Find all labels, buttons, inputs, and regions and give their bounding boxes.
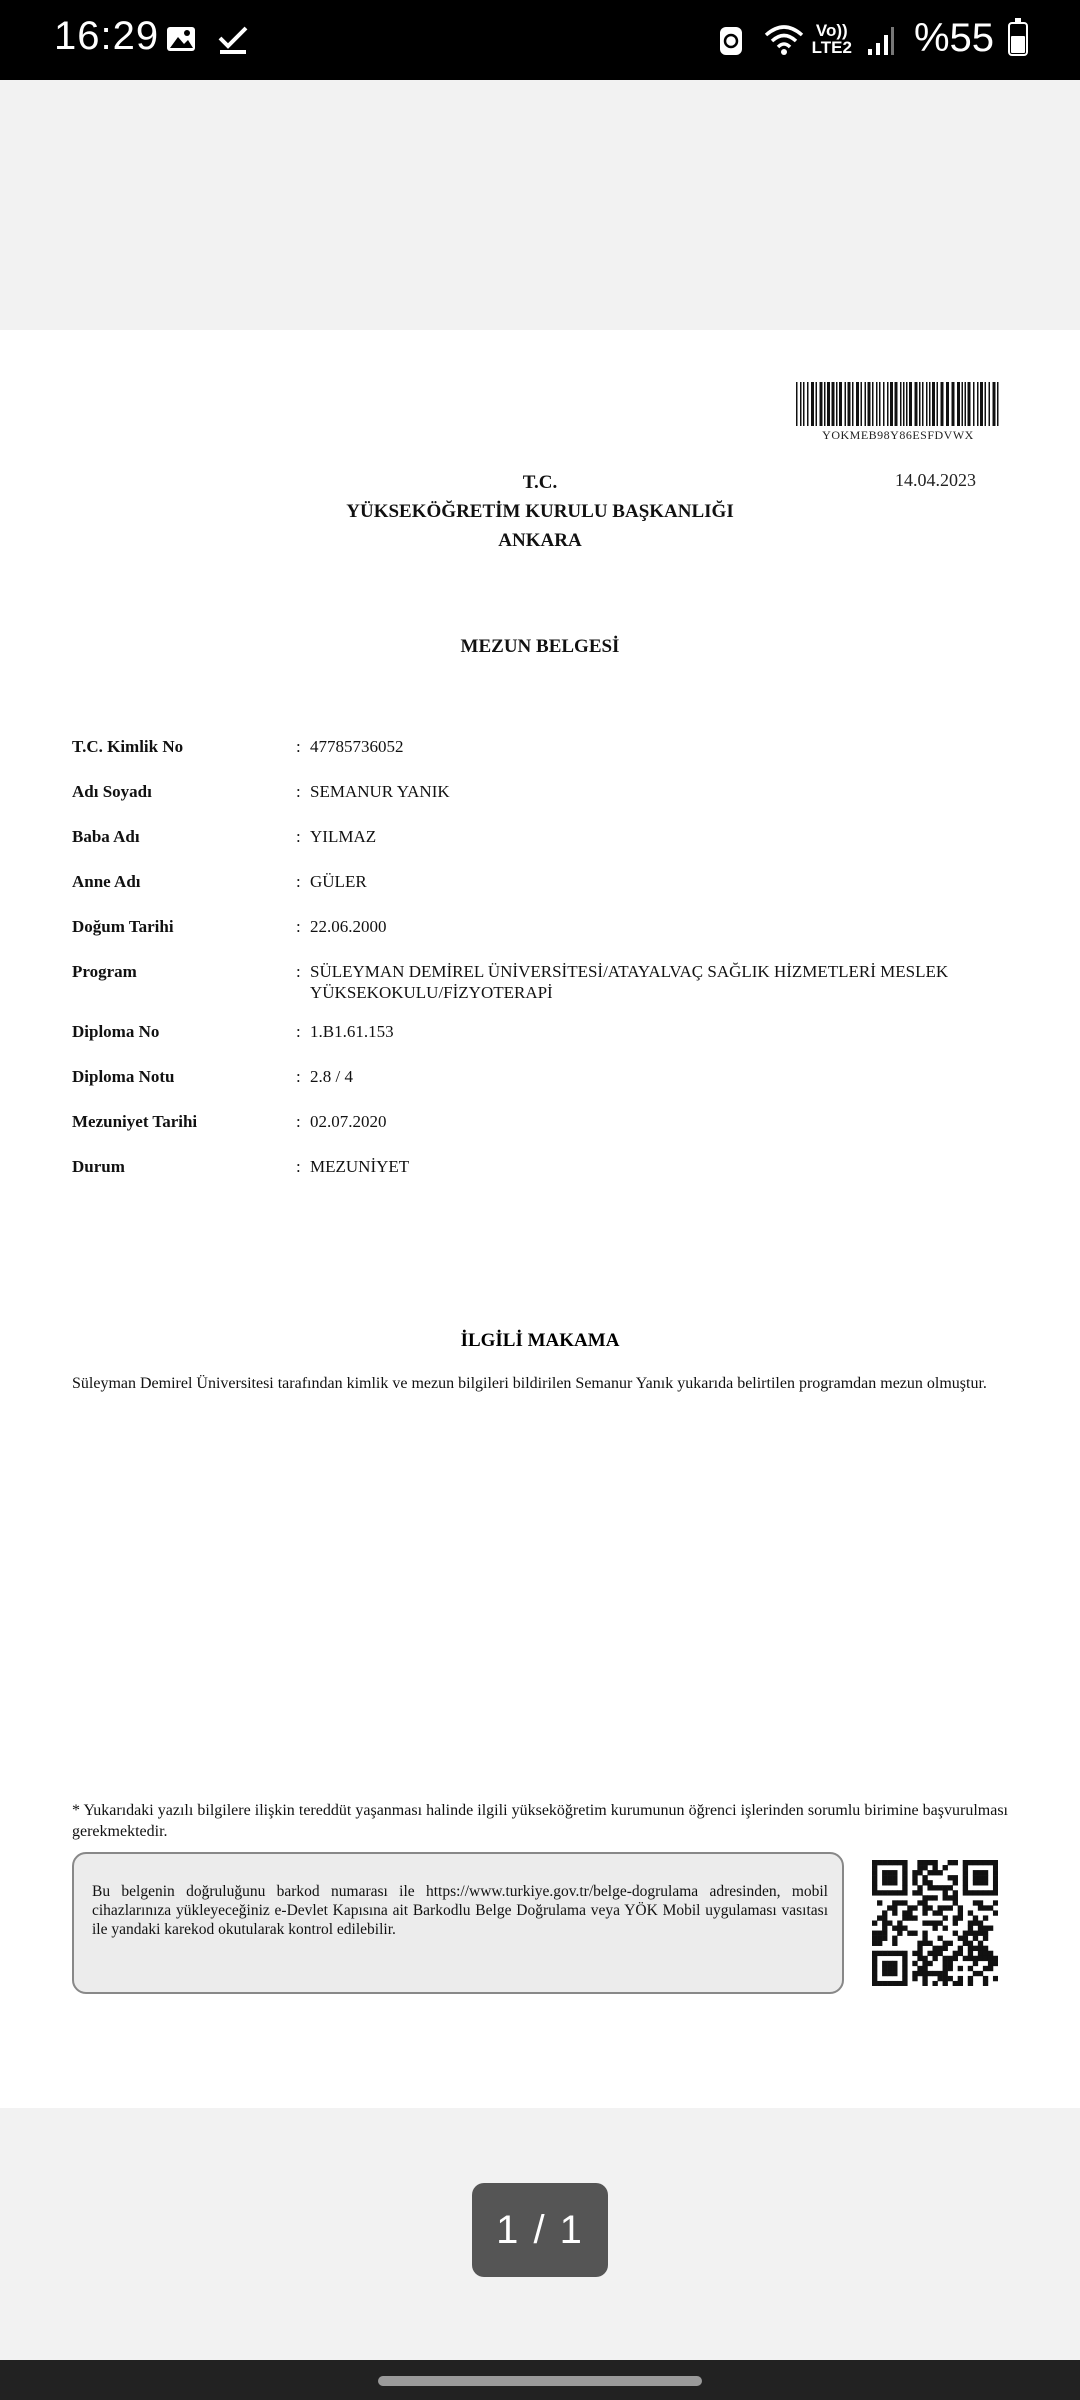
header-line-1: T.C.	[522, 472, 558, 493]
header-line-2: YÜKSEKÖĞRETİM KURULU BAŞKANLIĞI	[346, 501, 734, 522]
document-page[interactable]	[0, 330, 1080, 2108]
navigation-bar	[0, 2360, 1080, 2400]
field-value: 47785736052	[310, 737, 404, 756]
field-row	[72, 871, 1012, 892]
field-label: T.C. Kimlik No	[72, 737, 184, 756]
field-separator: :	[296, 917, 301, 936]
field-row	[72, 781, 1012, 802]
field-separator: :	[296, 1112, 301, 1131]
field-label: Program	[72, 962, 137, 981]
makama-title: İLGİLİ MAKAMA	[460, 1330, 620, 1351]
gallery-icon	[164, 22, 198, 56]
field-separator: :	[296, 872, 301, 891]
field-label: Doğum Tarihi	[72, 917, 174, 936]
field-row	[72, 736, 1012, 757]
field-row	[72, 1156, 1012, 1177]
field-label: Mezuniyet Tarihi	[72, 1112, 198, 1131]
field-label: Baba Adı	[72, 827, 140, 846]
field-separator: :	[296, 962, 301, 981]
field-separator: :	[296, 1067, 301, 1086]
lte-indicator	[812, 22, 852, 56]
status-system-icons	[716, 16, 1028, 61]
document-date: 14.04.2023	[895, 470, 976, 490]
status-notifications	[164, 22, 250, 56]
field-value: 1.B1.61.153	[310, 1022, 394, 1041]
field-row	[72, 1021, 1012, 1042]
field-value: 2.8 / 4	[310, 1067, 353, 1086]
verification-text: Bu belgenin doğruluğunu barkod numarası ile https://www.turkiye.gov.tr/belge-dogrulama adresinden, mobil cihazlarınıza yükleyeceğiniz e-Devlet Kapısına ait Barkodlu Belge Doğrulama veya YÖK Mobil uygulaması vasıtası ile yandaki karekod okutularak kontrol edilebilir.	[92, 1883, 828, 1938]
data-saver-icon	[716, 22, 750, 56]
field-separator: :	[296, 827, 301, 846]
field-separator: :	[296, 1157, 301, 1176]
status-bar	[0, 0, 1080, 80]
field-value: SÜLEYMAN DEMİREL ÜNİVERSİTESİ/ATAYALVAÇ SAĞLIK HİZMETLERİ MESLEK YÜKSEKOKULU/FİZYOTERAPİ	[310, 962, 949, 1002]
battery-percent: %55	[913, 16, 994, 60]
field-value: MEZUNİYET	[310, 1157, 410, 1176]
signal-icon	[866, 22, 900, 56]
barcode-image	[796, 382, 1000, 426]
footnote: * Yukarıdaki yazılı bilgilere ilişkin tereddüt yaşanması halinde ilgili yükseköğretim kurumunun öğrenci işlerinden sorumlu birimine başvurulması gerekmektedir.	[72, 1802, 1008, 1840]
home-gesture-handle[interactable]	[378, 2376, 702, 2386]
field-value: SEMANUR YANIK	[310, 782, 450, 801]
barcode-number: YOKMEB98Y86ESFDVWX	[822, 428, 974, 442]
document-title: MEZUN BELGESİ	[460, 636, 620, 657]
field-label: Diploma No	[72, 1022, 160, 1041]
field-value: GÜLER	[310, 872, 367, 891]
qr-code-image	[872, 1860, 998, 1986]
field-row	[72, 1066, 1012, 1087]
field-label: Adı Soyadı	[72, 782, 152, 801]
field-separator: :	[296, 737, 301, 756]
field-label: Durum	[72, 1157, 125, 1176]
field-value: YILMAZ	[310, 827, 377, 846]
battery-icon	[1008, 22, 1028, 56]
header-line-3: ANKARA	[498, 530, 582, 551]
field-value: 22.06.2000	[310, 917, 387, 936]
graduate-info-fields	[72, 736, 1012, 1201]
field-row	[72, 826, 1012, 847]
field-value: 02.07.2020	[310, 1112, 387, 1131]
volte-label: Vo))	[815, 20, 848, 40]
document-header	[300, 468, 780, 555]
field-row	[72, 961, 1012, 1003]
field-label: Anne Adı	[72, 872, 141, 891]
page-indicator: 1 / 1	[472, 2183, 608, 2277]
verification-box	[72, 1852, 844, 1994]
status-time: 16:29	[54, 14, 160, 58]
wifi-icon	[764, 22, 798, 56]
network-label: LTE2	[811, 37, 852, 57]
field-separator: :	[296, 1022, 301, 1041]
field-row	[72, 1111, 1012, 1132]
field-row	[72, 916, 1012, 937]
check-icon	[216, 22, 250, 56]
field-separator: :	[296, 782, 301, 801]
field-label: Diploma Notu	[72, 1067, 175, 1086]
makama-text: Süleyman Demirel Üniversitesi tarafından kimlik ve mezun bilgileri bildirilen Semanur Yanık yukarıda belirtilen programdan mezun olmuştur.	[72, 1375, 987, 1392]
